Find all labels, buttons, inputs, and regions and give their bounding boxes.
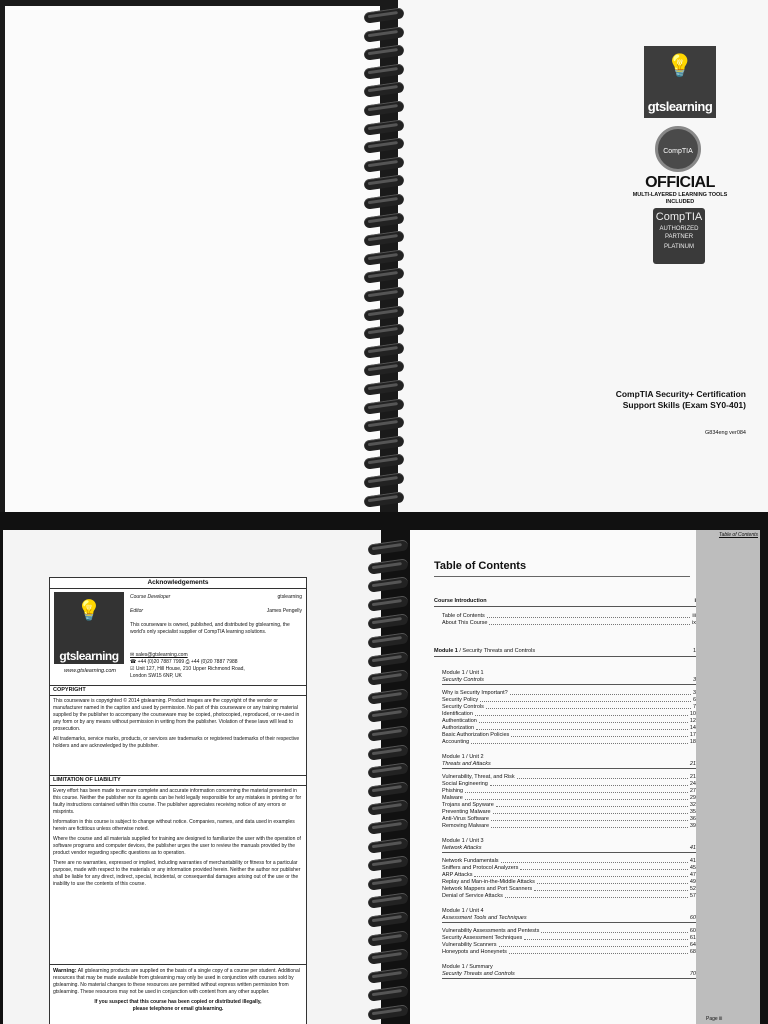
spiral-coil bbox=[363, 230, 404, 246]
spiral-coil bbox=[367, 967, 408, 983]
toc-entry-page: 35 bbox=[689, 809, 696, 815]
authorized-partner-badge bbox=[653, 208, 705, 264]
unit-items bbox=[434, 690, 696, 746]
intro-label: Course Introduction bbox=[434, 598, 487, 604]
toc-title: Table of Contents bbox=[434, 560, 527, 572]
toc-entry[interactable] bbox=[434, 788, 696, 795]
toc-entry-leader bbox=[511, 732, 688, 737]
toc-entry-title: Replay and Man-in-the-Middle Attacks bbox=[442, 879, 535, 885]
toc-entry[interactable] bbox=[434, 620, 696, 627]
warning-center-line1: If you suspect that this course has been copied or distributed illegally, bbox=[94, 999, 262, 1005]
spiral-coil bbox=[363, 7, 404, 23]
spiral-coil bbox=[363, 342, 404, 358]
unit-heading[interactable] bbox=[442, 677, 696, 685]
unit-page: 3 bbox=[692, 677, 696, 683]
toc-entry-leader bbox=[490, 781, 688, 786]
toc-entry-leader bbox=[505, 893, 688, 898]
toc-entry-leader bbox=[487, 613, 691, 618]
module1-prefix: Module 1 bbox=[434, 648, 458, 654]
editor-row bbox=[130, 608, 302, 615]
spiral-coil bbox=[367, 837, 408, 853]
cover-page bbox=[398, 0, 768, 512]
gtslearning-logo bbox=[644, 46, 716, 118]
toc-entry-page: 64 bbox=[689, 942, 696, 948]
toc-entry[interactable] bbox=[434, 886, 696, 893]
spiral-coil bbox=[367, 707, 408, 723]
logo-text: gtslearning bbox=[647, 99, 713, 114]
toc-entry-leader bbox=[537, 879, 688, 884]
page-number: Page iii bbox=[706, 1016, 723, 1022]
module1-heading[interactable] bbox=[434, 648, 696, 657]
toc-entry-page: 10 bbox=[689, 711, 696, 717]
toc-entry[interactable] bbox=[434, 774, 696, 781]
toc-entry-page: 21 bbox=[689, 774, 696, 780]
toc-entry-leader bbox=[476, 725, 688, 730]
spiral-coil bbox=[367, 948, 408, 964]
toc-entry[interactable] bbox=[434, 795, 696, 802]
unit-page: 70 bbox=[689, 971, 696, 977]
liability-paragraph-2: Information in this course is subject to change without notice. Companies, names, and data used in examples herein are fictitious unless otherwise noted. bbox=[53, 819, 295, 832]
spiral-binding-bottom bbox=[362, 512, 412, 1024]
toc-entry-page: 57 bbox=[689, 893, 696, 899]
toc-entry-leader bbox=[465, 795, 688, 800]
toc-unit bbox=[442, 838, 696, 900]
email-link[interactable]: ✉ sales@gtslearning.com bbox=[130, 652, 188, 658]
toc-entry-page: 32 bbox=[689, 802, 696, 808]
module1-section bbox=[434, 648, 696, 657]
spiral-coil bbox=[367, 744, 408, 760]
spiral-coil bbox=[363, 361, 404, 377]
spiral-coil bbox=[367, 930, 408, 946]
toc-unit bbox=[442, 908, 696, 956]
toc-entry-leader bbox=[517, 774, 688, 779]
bottom-spread bbox=[0, 512, 768, 1024]
toc-entry-leader bbox=[509, 949, 688, 954]
toc-entry[interactable] bbox=[434, 690, 696, 697]
toc-entry[interactable] bbox=[434, 879, 696, 886]
spiral-coil bbox=[367, 669, 408, 685]
partner-badge-level: PLATINUM bbox=[664, 244, 694, 250]
toc-entry[interactable] bbox=[434, 613, 696, 620]
liability-paragraph-3: Where the course and all materials supplied for training are designed to familiarize the user with the operation of software programs and computer devices, the publisher urges the user to review the manuals provided by the product vendor regarding specific questions as to operation. bbox=[53, 836, 301, 856]
toc-entry-page: 18 bbox=[689, 739, 696, 745]
unit-name: Threats and Attacks bbox=[442, 761, 491, 767]
official-label: OFFICIAL bbox=[645, 174, 715, 191]
spiral-coil bbox=[367, 614, 408, 630]
spiral-binding-top bbox=[358, 0, 408, 512]
toc-entry-leader bbox=[491, 823, 688, 828]
toc-entry-leader bbox=[471, 739, 688, 744]
toc-entry-title: Trojans and Spyware bbox=[442, 802, 494, 808]
spiral-coil bbox=[363, 156, 404, 172]
liability-section bbox=[50, 774, 306, 892]
toc-entry-title: Security Policy bbox=[442, 697, 479, 703]
copyright-paragraph: This courseware is copyrighted © 2014 gtslearning. Product images are the copyright of the vendor or manufacturer named in the caption and used by permission. No part of this courseware or any training material supplied by the publisher to accompany the courseware may be copied, photocopied, reproduced, or re-used in any form or by any means without permission in writing from the publisher. Violation of these laws will lead to prosecution. bbox=[53, 698, 300, 732]
toc-entry[interactable] bbox=[434, 949, 696, 956]
editor-value: James Pengelly bbox=[266, 608, 302, 614]
toc-entry-leader bbox=[480, 697, 691, 702]
toc-unit bbox=[442, 670, 696, 746]
toc-entry-leader bbox=[474, 872, 687, 877]
course-introduction-section bbox=[434, 598, 696, 627]
copyright-heading: COPYRIGHT bbox=[50, 685, 306, 696]
toc-entry-title: About This Course bbox=[442, 620, 488, 626]
spiral-coil bbox=[363, 379, 404, 395]
unit-items bbox=[434, 858, 696, 900]
toc-entry-page: 68 bbox=[689, 949, 696, 955]
unit-heading[interactable] bbox=[442, 845, 696, 853]
toc-entry-leader bbox=[479, 718, 688, 723]
toc-entry-page: 52 bbox=[689, 886, 696, 892]
toc-page bbox=[410, 530, 760, 1024]
ownership-text: This courseware is owned, published, and distributed by gtslearning, the world's only specialist supplier of CompTIA learning solutions. bbox=[130, 622, 290, 635]
toc-entry-page: 3 bbox=[692, 690, 696, 696]
spiral-coil bbox=[363, 249, 404, 265]
toc-entry-leader bbox=[501, 858, 688, 863]
toc-entry-leader bbox=[541, 928, 688, 933]
partner-badge-text: AUTHORIZED PARTNER bbox=[659, 226, 699, 240]
toc-entry-leader bbox=[489, 620, 690, 625]
toc-entry-leader bbox=[491, 816, 688, 821]
toc-entry-page: 49 bbox=[689, 879, 696, 885]
toc-entry[interactable] bbox=[434, 865, 696, 872]
unit-items bbox=[434, 928, 696, 956]
editor-label: Editor bbox=[130, 608, 144, 614]
toc-entry-title: Authorization bbox=[442, 725, 475, 731]
spiral-coil bbox=[363, 416, 404, 432]
warning-label: Warning: bbox=[53, 968, 77, 974]
intro-page: i bbox=[694, 598, 696, 604]
toc-entry-title: Vulnerability Assessments and Pentests bbox=[442, 928, 540, 934]
toc-entry-page: 27 bbox=[689, 788, 696, 794]
liability-heading: LIMITATION OF LIABILITY bbox=[50, 775, 306, 786]
toc-entry-title: Accounting bbox=[442, 739, 470, 745]
toc-side-tab bbox=[696, 530, 760, 1024]
toc-entry-title: Phishing bbox=[442, 788, 464, 794]
spiral-coil bbox=[367, 781, 408, 797]
unit-name: Security Controls bbox=[442, 677, 484, 683]
spiral-coil bbox=[363, 100, 404, 116]
toc-entry-page: 14 bbox=[689, 725, 696, 731]
cover-code: G834eng ver084 bbox=[705, 430, 746, 436]
spiral-coil bbox=[363, 435, 404, 451]
unit-label: Module 1 / Unit 2 bbox=[442, 754, 484, 760]
spiral-coil bbox=[363, 491, 404, 507]
toc-entry-leader bbox=[510, 690, 691, 695]
spiral-coil bbox=[367, 855, 408, 871]
spiral-coil bbox=[367, 986, 408, 1002]
logo-text: gtslearning bbox=[59, 649, 119, 663]
spiral-coil bbox=[367, 595, 408, 611]
toc-entry-title: Honeypots and Honeynets bbox=[442, 949, 507, 955]
toc-entry-page: 29 bbox=[689, 795, 696, 801]
spiral-coil bbox=[367, 818, 408, 834]
toc-entry-leader bbox=[475, 711, 688, 716]
toc-entry[interactable] bbox=[434, 704, 696, 711]
acknowledgements-box bbox=[49, 577, 307, 970]
toc-entry[interactable] bbox=[434, 823, 696, 830]
toc-entry[interactable] bbox=[434, 858, 696, 865]
spiral-coil bbox=[367, 800, 408, 816]
toc-tab-label: Table of Contents bbox=[718, 532, 758, 538]
toc-entry-title: ARP Attacks bbox=[442, 872, 473, 878]
toc-entry-page: 12 bbox=[689, 718, 696, 724]
spiral-coil bbox=[367, 893, 408, 909]
seal-text: CompTIA bbox=[663, 148, 693, 155]
trademark-paragraph: All trademarks, service marks, products, or services are trademarks or registered trademarks of their respective holders and are acknowledged by the publisher. bbox=[53, 736, 300, 749]
toc-entry[interactable] bbox=[434, 732, 696, 739]
developer-label: Course Developer bbox=[130, 594, 171, 600]
toc-entry-title: Network Fundamentals bbox=[442, 858, 499, 864]
toc-entry-page: 60 bbox=[689, 928, 696, 934]
toc-entry-page: 7 bbox=[692, 704, 696, 710]
toc-entry[interactable] bbox=[434, 928, 696, 935]
toc-entry-title: Preventing Malware bbox=[442, 809, 491, 815]
address-line1: ☑ Unit 127, Hill House, 210 Upper Richmond Road, bbox=[130, 666, 245, 672]
toc-entry-title: Malware bbox=[442, 795, 463, 801]
toc-entry-page: 39 bbox=[689, 823, 696, 829]
toc-unit bbox=[442, 754, 696, 830]
toc-entry[interactable] bbox=[434, 942, 696, 949]
toc-entry-page: 24 bbox=[689, 781, 696, 787]
spiral-coil bbox=[363, 175, 404, 191]
spiral-coil bbox=[367, 911, 408, 927]
developer-value: gtslearning bbox=[277, 594, 302, 600]
acknowledgements-page bbox=[3, 530, 381, 1024]
toc-entry[interactable] bbox=[434, 781, 696, 788]
spiral-coil bbox=[363, 398, 404, 414]
toc-entry-title: Sniffers and Protocol Analyzers bbox=[442, 865, 519, 871]
website-link[interactable]: www.gtslearning.com bbox=[64, 668, 116, 674]
toc-entry[interactable] bbox=[434, 893, 696, 900]
spiral-coil bbox=[367, 539, 408, 555]
toc-entry-title: Why is Security Important? bbox=[442, 690, 508, 696]
unit-heading[interactable] bbox=[442, 761, 696, 769]
toc-entry-leader bbox=[520, 865, 688, 870]
contact-info bbox=[130, 652, 300, 680]
toc-entry-title: Security Controls bbox=[442, 704, 484, 710]
toc-entry-title: Identification bbox=[442, 711, 473, 717]
toc-entry[interactable] bbox=[434, 816, 696, 823]
spiral-coil bbox=[363, 193, 404, 209]
phone-numbers: ☎ +44 (0)20 7887 7999 ⎙ +44 (0)20 7887 7988 bbox=[130, 659, 238, 665]
course-developer-row bbox=[130, 594, 302, 601]
spiral-coil bbox=[363, 212, 404, 228]
spiral-coil bbox=[367, 688, 408, 704]
spiral-coil bbox=[363, 63, 404, 79]
toc-entry-leader bbox=[465, 788, 688, 793]
toc-entry-page: 45 bbox=[689, 865, 696, 871]
spiral-coil bbox=[363, 119, 404, 135]
intro-items bbox=[434, 613, 696, 627]
toc-entry-title: Anti-Virus Software bbox=[442, 816, 489, 822]
spiral-coil bbox=[367, 1004, 408, 1020]
spiral-coil bbox=[363, 286, 404, 302]
toc-entry[interactable] bbox=[434, 809, 696, 816]
unit-page: 60 bbox=[689, 915, 696, 921]
multi-layered-label: MULTI-LAYERED LEARNING TOOLS INCLUDED bbox=[632, 192, 728, 205]
toc-entry-page: 6 bbox=[692, 697, 696, 703]
unit-label: Module 1 / Summary bbox=[442, 964, 493, 970]
spiral-coil bbox=[367, 576, 408, 592]
lightbulb-icon: 💡 bbox=[666, 53, 694, 78]
toc-title-rule bbox=[434, 576, 690, 577]
warning-center-line2: please telephone or email gtslearning. bbox=[132, 1006, 224, 1012]
toc-entry-title: Security Assessment Techniques bbox=[442, 935, 523, 941]
toc-entry-title: Vulnerability, Threat, and Risk bbox=[442, 774, 515, 780]
unit-label: Module 1 / Unit 4 bbox=[442, 908, 484, 914]
toc-entry-leader bbox=[534, 886, 688, 891]
toc-entry-page: ix bbox=[692, 620, 696, 626]
module1-label: / Security Threats and Controls bbox=[457, 648, 536, 654]
unit-page: 41 bbox=[689, 845, 696, 851]
cover-title bbox=[546, 389, 746, 411]
spiral-coil bbox=[367, 874, 408, 890]
spiral-coil bbox=[367, 558, 408, 574]
spiral-coil bbox=[367, 762, 408, 778]
spiral-coil bbox=[363, 268, 404, 284]
toc-entry-page: iii bbox=[692, 613, 696, 619]
toc-entry-page: 17 bbox=[689, 732, 696, 738]
toc-entry[interactable] bbox=[434, 802, 696, 809]
comptia-official-seal bbox=[655, 126, 701, 172]
spiral-coil bbox=[363, 137, 404, 153]
spiral-coil bbox=[367, 651, 408, 667]
spiral-coil bbox=[363, 26, 404, 42]
toc-entry-title: Authentication bbox=[442, 718, 477, 724]
toc-entry-leader bbox=[496, 802, 688, 807]
toc-entry[interactable] bbox=[434, 725, 696, 732]
toc-entry[interactable] bbox=[434, 711, 696, 718]
unit-page: 21 bbox=[689, 761, 696, 767]
toc-entry[interactable] bbox=[434, 739, 696, 746]
spiral-coil bbox=[367, 632, 408, 648]
unit-label: Module 1 / Unit 1 bbox=[442, 670, 484, 676]
toc-entry[interactable] bbox=[434, 718, 696, 725]
course-introduction-heading[interactable] bbox=[434, 598, 696, 607]
unit-label: Module 1 / Unit 3 bbox=[442, 838, 484, 844]
toc-entry-title: Removing Malware bbox=[442, 823, 490, 829]
lightbulb-icon: 💡 bbox=[76, 600, 102, 622]
toc-entry[interactable] bbox=[434, 872, 696, 879]
toc-unit bbox=[442, 964, 696, 979]
toc-entry-title: Table of Contents bbox=[442, 613, 485, 619]
unit-heading[interactable] bbox=[442, 971, 696, 979]
toc-entry-title: Network Mappers and Port Scanners bbox=[442, 886, 533, 892]
liability-paragraph-4: There are no warranties, expressed or implied, including warranties of merchantability or fitness for a particular purpose, made with respect to the materials or any information provided herein. Neither the author nor publisher shall be liable for any direct, indirect, special, incidental, or consequential damages arising out of the use or the inability to use the contents of this course. bbox=[53, 860, 301, 887]
module1-page: 1 bbox=[692, 648, 696, 654]
acknowledgements-heading: Acknowledgements bbox=[50, 578, 306, 589]
address-line2: London SW15 6NP, UK bbox=[130, 673, 182, 679]
spiral-coil bbox=[367, 725, 408, 741]
toc-entry-page: 36 bbox=[689, 816, 696, 822]
spiral-coil bbox=[363, 323, 404, 339]
unit-name: Assessment Tools and Techniques bbox=[442, 915, 527, 921]
liability-paragraph-1: Every effort has been made to ensure complete and accurate information concerning the material presented in this course. Neither the publisher nor its agents can be held legally responsible for any mistakes in printing or for faulty instructions contained within this course. The publisher appreciates receiving notice of any errors or misprints. bbox=[53, 788, 302, 815]
warning-box bbox=[49, 964, 307, 1024]
spiral-coil bbox=[363, 82, 404, 98]
toc-entry[interactable] bbox=[434, 935, 696, 942]
unit-name: Network Attacks bbox=[442, 845, 482, 851]
toc-entry-leader bbox=[486, 704, 691, 709]
toc-entry-title: Social Engineering bbox=[442, 781, 488, 787]
copyright-section bbox=[50, 684, 306, 754]
toc-entry-title: Vulnerability Scanners bbox=[442, 942, 497, 948]
toc-entry-leader bbox=[524, 935, 688, 940]
toc-entry-title: Basic Authorization Policies bbox=[442, 732, 510, 738]
spiral-coil bbox=[363, 472, 404, 488]
unit-name: Security Threats and Controls bbox=[442, 971, 515, 977]
toc-entry-leader bbox=[499, 942, 688, 947]
partner-badge-title: CompTIA bbox=[655, 211, 703, 223]
warning-text: All gtslearning products are supplied on the basis of a single copy of a course per student. Additional resources that may be made available from gtslearning may only be used in conjunction with courses sold by gtslearning. No material changes to these resources are permitted without express written permission from gtslearning. These resources may not be used in conjunction with content from any other supplier. bbox=[53, 968, 300, 995]
unit-list bbox=[434, 670, 696, 987]
blank-inner-cover bbox=[5, 6, 380, 512]
toc-entry-page: 41 bbox=[689, 858, 696, 864]
toc-entry-title: Denial of Service Attacks bbox=[442, 893, 503, 899]
spiral-coil bbox=[363, 305, 404, 321]
toc-entry-leader bbox=[493, 809, 688, 814]
cover-title-line2: Support Skills (Exam SY0-401) bbox=[622, 400, 746, 410]
unit-items bbox=[434, 774, 696, 830]
toc-entry-page: 47 bbox=[689, 872, 696, 878]
spiral-coil bbox=[363, 454, 404, 470]
gtslearning-logo-small bbox=[54, 592, 124, 664]
toc-entry[interactable] bbox=[434, 697, 696, 704]
cover-title-line1: CompTIA Security+ Certification bbox=[615, 389, 746, 399]
spiral-coil bbox=[363, 44, 404, 60]
toc-entry-page: 61 bbox=[689, 935, 696, 941]
unit-heading[interactable] bbox=[442, 915, 696, 923]
